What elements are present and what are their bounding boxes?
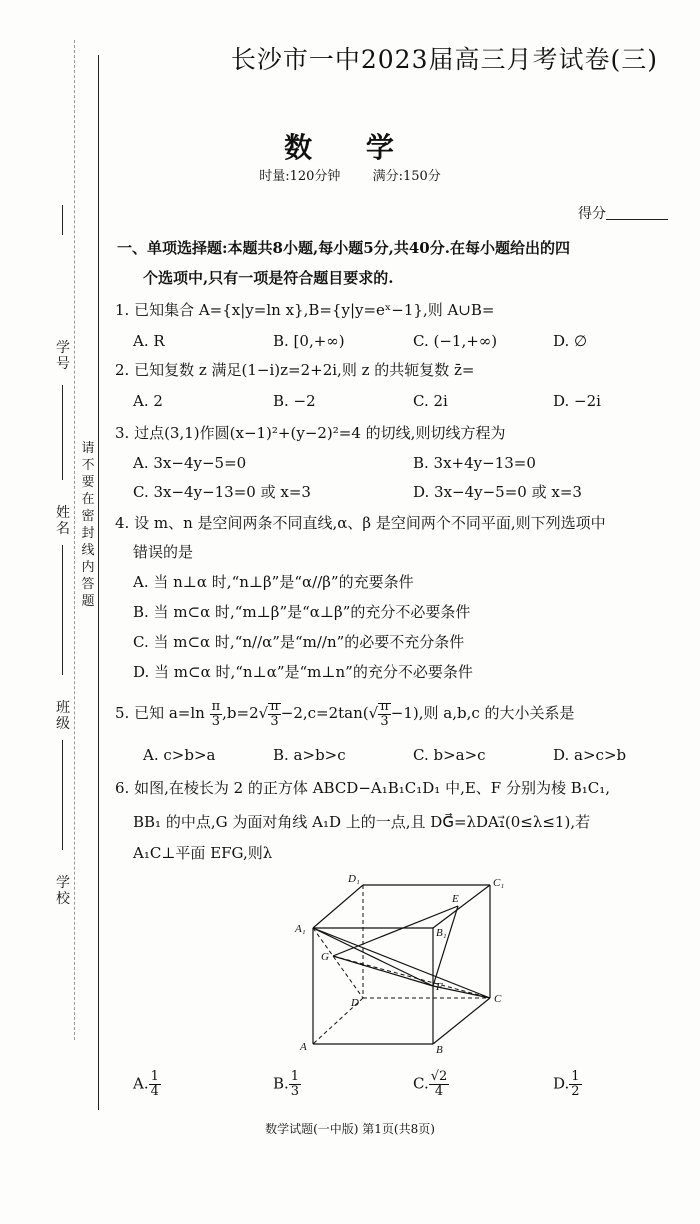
score-field[interactable] — [606, 205, 668, 220]
q5-frac-pi-3c — [378, 700, 391, 729]
q3-option-d[interactable]: D. 3x−4y−5=0 或 x=3 — [413, 483, 582, 501]
name-label: 姓名 — [56, 505, 70, 537]
q2-option-d[interactable]: D. −2i — [553, 392, 601, 410]
question-2-stem: 2. 已知复数 z 满足(1−i)z=2+2i,则 z 的共轭复数 z̄= — [115, 361, 475, 379]
q6-option-a[interactable] — [133, 1070, 161, 1099]
exam-header-title: 长沙市一中2023届高三月考试卷(三) — [230, 45, 658, 74]
q5-mid-b: ,b=2 — [222, 704, 259, 722]
frac-num: √2 — [430, 1069, 448, 1084]
q5-prefix: 5. 已知 a=ln — [115, 704, 205, 722]
label-c: C — [494, 993, 502, 1005]
label-f: F — [436, 981, 443, 993]
q6-option-b[interactable] — [273, 1070, 301, 1099]
class-label: 班级 — [56, 700, 70, 732]
sqrt-icon: √ — [368, 704, 379, 722]
q1-option-d[interactable]: D. ∅ — [553, 332, 588, 350]
q5-option-b[interactable]: B. a>b>c — [273, 746, 346, 764]
label-a1: A₁ — [295, 923, 306, 935]
question-1-stem: 1. 已知集合 A={x|y=ln x},B={y|y=eˣ−1},则 A∪B= — [115, 301, 495, 319]
frac-den: 4 — [434, 1084, 444, 1099]
frac-num: 1 — [150, 1069, 159, 1084]
blank-rule — [62, 205, 63, 235]
subject-title: 数 学 — [284, 131, 416, 164]
cube-figure — [290, 868, 510, 1058]
frac-num: π — [380, 698, 389, 714]
question-6-line1: 6. 如图,在棱长为 2 的正方体 ABCD−A₁B₁C₁D₁ 中,E、F 分别为棱 B₁C₁, — [115, 779, 611, 797]
option-letter: B. — [273, 1074, 289, 1093]
label-a: A — [300, 1041, 307, 1053]
q3-option-b[interactable]: B. 3x+4y−13=0 — [413, 454, 536, 472]
q5-sqrt-arg-1 — [268, 698, 281, 729]
q5-frac-pi-3 — [210, 700, 223, 729]
label-b: B — [436, 1044, 443, 1056]
q5-sqrt-arg-2 — [378, 698, 391, 729]
label-g: G — [321, 951, 329, 963]
question-4-stem: 4. 设 m、n 是空间两条不同直线,α、β 是空间两个不同平面,则下列选项中 — [115, 514, 606, 532]
q5-mid-b2: −2,c=2tan( — [280, 704, 369, 722]
question-3-stem: 3. 过点(3,1)作圆(x−1)²+(y−2)²=4 的切线,则切线方程为 — [115, 424, 506, 442]
seal-instruction: 请不要在密封线内答题 — [81, 441, 95, 609]
q2-option-a[interactable]: A. 2 — [133, 392, 163, 410]
section-heading: 一、单项选择题:本题共8小题,每小题5分,共40分.在每小题给出的四 — [117, 239, 570, 257]
frac-den: 4 — [150, 1084, 159, 1099]
frac-den: 3 — [380, 713, 389, 729]
frac-num: 1 — [290, 1069, 300, 1084]
q4-option-b[interactable]: B. 当 m⊂α 时,“m⊥β”是“α⊥β”的充分不必要条件 — [133, 603, 471, 621]
q6-option-d[interactable] — [553, 1070, 582, 1099]
question-6-line3: A₁C⊥平面 EFG,则λ — [133, 844, 273, 862]
q3-option-c[interactable]: C. 3x−4y−13=0 或 x=3 — [133, 483, 311, 501]
frac-den: 2 — [571, 1084, 580, 1099]
q1-option-c[interactable]: C. (−1,+∞) — [413, 332, 498, 350]
label-b1: B₁ — [436, 927, 447, 939]
q2-option-b[interactable]: B. −2 — [273, 392, 316, 410]
option-fraction — [149, 1070, 161, 1099]
student-no-label: 学号 — [56, 340, 70, 372]
question-4-stem-cont: 错误的是 — [133, 543, 194, 561]
label-c1: C₁ — [493, 877, 505, 889]
q4-option-a[interactable]: A. 当 n⊥α 时,“n⊥β”是“α//β”的充要条件 — [133, 573, 414, 591]
frac-num: π — [270, 698, 279, 714]
label-e: E — [452, 893, 459, 905]
class-field[interactable] — [62, 740, 63, 850]
sqrt-icon: √ — [258, 704, 269, 722]
question-5-stem — [115, 698, 575, 729]
q1-option-b[interactable]: B. [0,+∞) — [273, 332, 345, 350]
option-letter: A. — [133, 1074, 149, 1093]
q5-frac-pi-3b — [268, 700, 281, 729]
question-6-line2: BB₁ 的中点,G 为面对角线 A₁D 上的一点,且 DG⃗=λDA₁⃗(0≤λ≤1),若 — [133, 813, 591, 831]
frac-num: 1 — [571, 1069, 580, 1084]
option-letter: D. — [553, 1074, 570, 1093]
score-box — [578, 203, 668, 223]
label-d1: D₁ — [348, 873, 360, 885]
name-field[interactable] — [62, 545, 63, 675]
page-footer: 数学试题(一中版) 第1页(共8页) — [265, 1122, 435, 1136]
q5-option-d[interactable]: D. a>c>b — [553, 746, 627, 764]
exam-meta — [0, 165, 700, 184]
full-score: 满分:150分 — [372, 169, 441, 184]
option-fraction — [569, 1070, 581, 1099]
time-limit: 时量:120分钟 — [259, 169, 341, 184]
label-d: D — [351, 997, 359, 1009]
q1-option-a[interactable]: A. R — [133, 332, 165, 350]
q5-option-c[interactable]: C. b>a>c — [413, 746, 486, 764]
school-label: 学校 — [56, 875, 70, 907]
q5-option-a[interactable]: A. c>b>a — [143, 746, 216, 764]
seal-line — [98, 55, 99, 1110]
score-label: 得分 — [578, 206, 606, 222]
frac-den: 3 — [270, 713, 279, 729]
student-no-field[interactable] — [62, 385, 63, 480]
frac-den: 3 — [290, 1084, 300, 1099]
q4-option-c[interactable]: C. 当 m⊂α 时,“n//α”是“m//n”的必要不充分条件 — [133, 633, 465, 651]
option-letter: C. — [413, 1074, 429, 1093]
q3-option-a[interactable]: A. 3x−4y−5=0 — [133, 454, 247, 472]
q4-option-d[interactable]: D. 当 m⊂α 时,“n⊥α”是“m⊥n”的充分不必要条件 — [133, 663, 473, 681]
option-fraction — [429, 1070, 450, 1099]
option-fraction — [289, 1070, 301, 1099]
q5-mid-c2: −1),则 a,b,c 的大小关系是 — [390, 704, 575, 722]
q6-option-c[interactable] — [413, 1070, 449, 1099]
section-heading-cont: 个选项中,只有一项是符合题目要求的. — [143, 269, 394, 287]
fold-dashed-line — [74, 40, 75, 1040]
frac-num: π — [211, 698, 221, 714]
frac-den: 3 — [211, 713, 221, 729]
q2-option-c[interactable]: C. 2i — [413, 392, 448, 410]
